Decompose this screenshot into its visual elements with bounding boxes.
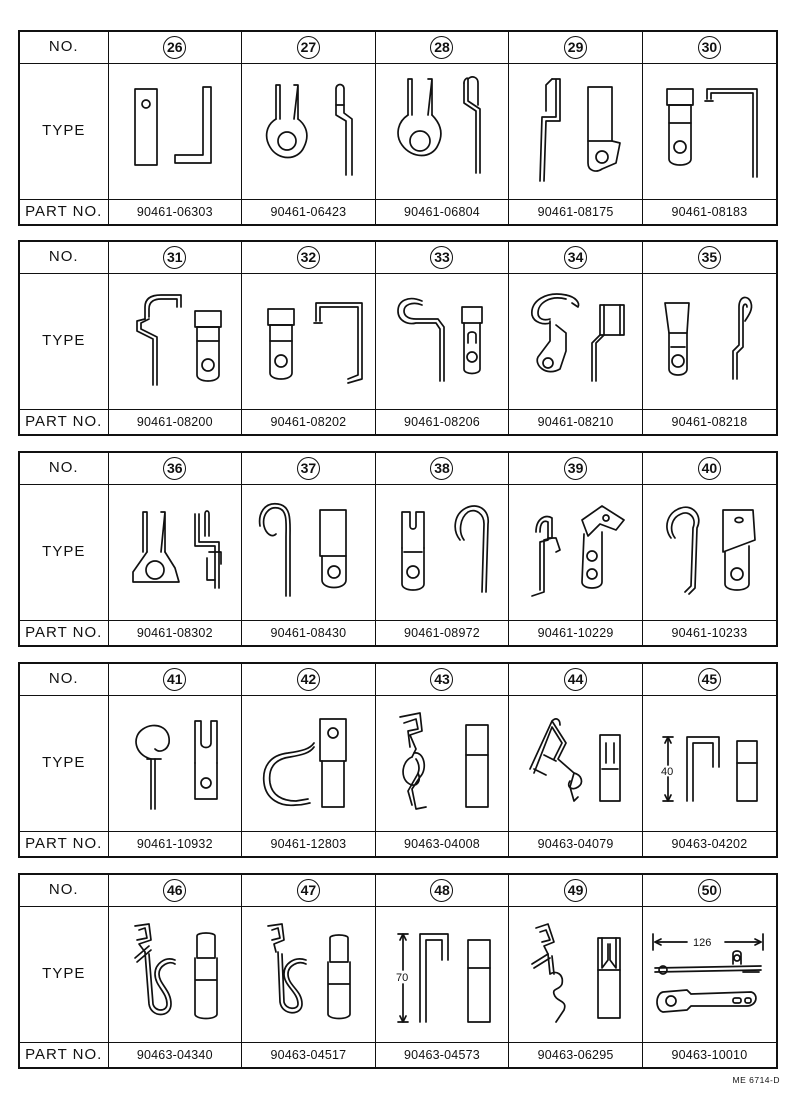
fork-hook-terminal-icon bbox=[382, 492, 502, 612]
item-number: 29 bbox=[564, 36, 587, 59]
part-no-header bbox=[20, 831, 108, 856]
item-number: 42 bbox=[297, 668, 320, 691]
part-number: 90463-04340 bbox=[136, 1047, 213, 1062]
ring-terminal-fork-large-icon bbox=[382, 71, 502, 191]
part-number: 90461-08218 bbox=[671, 414, 748, 429]
round-hook-lug-icon bbox=[649, 281, 769, 401]
item-number-cell bbox=[375, 32, 509, 63]
square-hook-lug-icon bbox=[248, 281, 368, 401]
part-no-header bbox=[20, 199, 108, 224]
s-spring-clip-2-icon bbox=[248, 914, 368, 1034]
loop-clip-lug-icon bbox=[516, 281, 636, 401]
no-header bbox=[20, 875, 108, 906]
part-number: 90461-08206 bbox=[404, 414, 480, 429]
part-number-cell bbox=[375, 620, 509, 645]
part-number: 90461-08202 bbox=[270, 414, 347, 429]
wire-spring-clip-icon bbox=[516, 703, 636, 823]
type-drawing-cell bbox=[375, 63, 509, 199]
part-number: 90463-04517 bbox=[270, 1047, 347, 1062]
part-number: 90463-04573 bbox=[404, 1047, 480, 1062]
type-drawing-cell bbox=[108, 273, 242, 409]
item-number-cell bbox=[242, 875, 376, 906]
type-header bbox=[20, 484, 108, 620]
part-number: 90463-04202 bbox=[671, 836, 748, 851]
no-header bbox=[20, 453, 108, 484]
staple-clip-70-icon bbox=[382, 914, 502, 1034]
part-number-cell bbox=[108, 199, 242, 224]
item-number-cell bbox=[108, 875, 242, 906]
part-number: 90461-12803 bbox=[270, 836, 347, 851]
part-number: 90461-08430 bbox=[270, 625, 347, 640]
document-code: ME 6714-D bbox=[732, 1075, 780, 1085]
dimension-text: 126 bbox=[693, 937, 712, 949]
part-no-header bbox=[20, 620, 108, 645]
part-number: 90463-04079 bbox=[537, 836, 614, 851]
item-number-cell bbox=[242, 242, 376, 273]
type-drawing-cell bbox=[108, 63, 242, 199]
part-number: 90461-08175 bbox=[537, 204, 614, 219]
item-number-cell bbox=[642, 32, 776, 63]
part-no-label: PART NO. bbox=[25, 623, 103, 641]
c-clip-terminal-icon bbox=[248, 703, 368, 823]
type-label: TYPE bbox=[42, 122, 86, 139]
item-number: 46 bbox=[163, 879, 186, 902]
no-label: NO. bbox=[48, 881, 79, 899]
item-number: 48 bbox=[430, 879, 453, 902]
item-number-cell bbox=[509, 664, 643, 695]
part-number: 90461-08183 bbox=[671, 204, 748, 219]
type-drawing-cell bbox=[509, 273, 643, 409]
hook-lug-terminal-icon bbox=[649, 71, 769, 191]
type-drawing-cell bbox=[108, 695, 242, 831]
part-number-cell bbox=[108, 831, 242, 856]
item-number: 36 bbox=[163, 457, 186, 480]
curl-hook-lug-icon bbox=[382, 281, 502, 401]
part-number-cell bbox=[642, 620, 776, 645]
part-number: 90461-08210 bbox=[537, 414, 614, 429]
no-label: NO. bbox=[48, 670, 79, 688]
item-number-cell bbox=[242, 453, 376, 484]
type-label: TYPE bbox=[42, 754, 86, 771]
hook-tab-terminal-icon bbox=[649, 492, 769, 612]
item-number: 39 bbox=[564, 457, 587, 480]
part-number-cell bbox=[642, 831, 776, 856]
item-number: 32 bbox=[297, 246, 320, 269]
type-drawing-cell bbox=[375, 484, 509, 620]
part-number: 90461-08302 bbox=[136, 625, 213, 640]
part-number-cell bbox=[108, 409, 242, 434]
item-number: 45 bbox=[698, 668, 721, 691]
part-number-cell bbox=[108, 1042, 242, 1067]
part-number: 90463-04008 bbox=[404, 836, 480, 851]
type-header bbox=[20, 906, 108, 1042]
item-number-cell bbox=[242, 664, 376, 695]
type-drawing-cell bbox=[242, 695, 376, 831]
type-label: TYPE bbox=[42, 332, 86, 349]
part-number-cell bbox=[375, 199, 509, 224]
part-number-cell bbox=[108, 620, 242, 645]
part-no-label: PART NO. bbox=[25, 412, 103, 430]
type-drawing-cell bbox=[108, 906, 242, 1042]
type-drawing-cell bbox=[242, 906, 376, 1042]
item-number-cell bbox=[642, 664, 776, 695]
item-number-cell bbox=[642, 242, 776, 273]
no-header bbox=[20, 242, 108, 273]
item-number-cell bbox=[108, 242, 242, 273]
part-number-cell bbox=[242, 1042, 376, 1067]
item-number: 40 bbox=[698, 457, 721, 480]
item-number: 43 bbox=[430, 668, 453, 691]
part-number: 90463-06295 bbox=[537, 1047, 614, 1062]
item-number-cell bbox=[509, 453, 643, 484]
strap-terminal-126-icon bbox=[647, 914, 771, 1034]
type-drawing-cell bbox=[108, 484, 242, 620]
item-number-cell bbox=[375, 664, 509, 695]
part-number: 90461-06804 bbox=[404, 204, 480, 219]
item-number-cell bbox=[108, 664, 242, 695]
part-number-cell bbox=[375, 409, 509, 434]
parts-table bbox=[20, 242, 776, 434]
item-number-cell bbox=[509, 32, 643, 63]
item-number: 31 bbox=[163, 246, 186, 269]
type-drawing-cell bbox=[642, 273, 776, 409]
part-number-cell bbox=[242, 831, 376, 856]
item-number-cell bbox=[375, 875, 509, 906]
part-number-cell bbox=[642, 409, 776, 434]
parts-panel-2 bbox=[18, 240, 778, 436]
item-number: 35 bbox=[698, 246, 721, 269]
no-label: NO. bbox=[48, 459, 79, 477]
type-header bbox=[20, 695, 108, 831]
parts-panel-5 bbox=[18, 873, 778, 1069]
staple-clip-40-icon bbox=[649, 703, 769, 823]
item-number-cell bbox=[108, 32, 242, 63]
parts-panel-3 bbox=[18, 451, 778, 647]
part-number: 90461-10233 bbox=[671, 625, 748, 640]
type-drawing-cell bbox=[642, 695, 776, 831]
item-number: 41 bbox=[163, 668, 186, 691]
angled-lug-terminal-icon bbox=[516, 71, 636, 191]
part-number-cell bbox=[242, 620, 376, 645]
bent-hook-lug-icon bbox=[115, 281, 235, 401]
item-number: 26 bbox=[163, 36, 186, 59]
no-header bbox=[20, 664, 108, 695]
fork-base-terminal-icon bbox=[115, 492, 235, 612]
spring-clip-icon bbox=[382, 703, 502, 823]
item-number-cell bbox=[375, 242, 509, 273]
part-number-cell bbox=[642, 199, 776, 224]
part-number-cell bbox=[242, 199, 376, 224]
item-number: 50 bbox=[698, 879, 721, 902]
part-number-cell bbox=[509, 1042, 643, 1067]
part-number: 90461-10229 bbox=[537, 625, 614, 640]
item-number: 30 bbox=[698, 36, 721, 59]
item-number-cell bbox=[375, 453, 509, 484]
ring-terminal-fork-icon bbox=[248, 71, 368, 191]
type-drawing-cell bbox=[642, 63, 776, 199]
part-no-header bbox=[20, 409, 108, 434]
parts-table bbox=[20, 875, 776, 1067]
type-drawing-cell bbox=[642, 906, 776, 1042]
part-number: 90461-10932 bbox=[136, 836, 213, 851]
dimension-text: 40 bbox=[661, 766, 674, 778]
type-header bbox=[20, 273, 108, 409]
p-clip-terminal-icon bbox=[115, 703, 235, 823]
type-drawing-cell bbox=[509, 484, 643, 620]
type-drawing-cell bbox=[509, 695, 643, 831]
j-hook-eye-terminal-icon bbox=[248, 492, 368, 612]
item-number: 47 bbox=[297, 879, 320, 902]
parts-panel-1 bbox=[18, 30, 778, 226]
parts-table bbox=[20, 453, 776, 645]
item-number-cell bbox=[509, 242, 643, 273]
type-label: TYPE bbox=[42, 543, 86, 560]
type-drawing-cell bbox=[375, 695, 509, 831]
parts-table bbox=[20, 32, 776, 224]
s-spring-clip-icon bbox=[115, 914, 235, 1034]
type-drawing-cell bbox=[242, 273, 376, 409]
type-drawing-cell bbox=[242, 484, 376, 620]
item-number: 37 bbox=[297, 457, 320, 480]
part-number: 90463-10010 bbox=[671, 1047, 748, 1062]
item-number-cell bbox=[642, 875, 776, 906]
type-drawing-cell bbox=[242, 63, 376, 199]
flat-terminal-strip-icon bbox=[115, 71, 235, 191]
part-no-label: PART NO. bbox=[25, 834, 103, 852]
item-number: 44 bbox=[564, 668, 587, 691]
part-number-cell bbox=[642, 1042, 776, 1067]
type-drawing-cell bbox=[375, 906, 509, 1042]
type-drawing-cell bbox=[375, 273, 509, 409]
item-number: 33 bbox=[430, 246, 453, 269]
part-no-label: PART NO. bbox=[25, 202, 103, 220]
part-number-cell bbox=[375, 1042, 509, 1067]
part-number-cell bbox=[509, 199, 643, 224]
type-drawing-cell bbox=[509, 906, 643, 1042]
part-number-cell bbox=[509, 831, 643, 856]
part-number: 90461-08200 bbox=[136, 414, 213, 429]
part-number-cell bbox=[509, 409, 643, 434]
item-number: 38 bbox=[430, 457, 453, 480]
dimension-text: 70 bbox=[395, 972, 409, 984]
part-number: 90461-06423 bbox=[270, 204, 347, 219]
item-number-cell bbox=[242, 32, 376, 63]
item-number-cell bbox=[642, 453, 776, 484]
item-number-cell bbox=[108, 453, 242, 484]
part-number-cell bbox=[375, 831, 509, 856]
part-number: 90461-08972 bbox=[404, 625, 480, 640]
item-number-cell bbox=[509, 875, 643, 906]
part-number-cell bbox=[242, 409, 376, 434]
parts-panel-4 bbox=[18, 662, 778, 858]
angled-bracket-terminal-icon bbox=[516, 492, 636, 612]
no-label: NO. bbox=[48, 38, 79, 56]
type-header bbox=[20, 63, 108, 199]
item-number: 28 bbox=[430, 36, 453, 59]
wave-spring-clip-icon bbox=[516, 914, 636, 1034]
item-number: 27 bbox=[297, 36, 320, 59]
no-label: NO. bbox=[48, 248, 79, 266]
part-no-label: PART NO. bbox=[25, 1045, 103, 1063]
type-drawing-cell bbox=[642, 484, 776, 620]
part-number: 90461-06303 bbox=[136, 204, 213, 219]
parts-table bbox=[20, 664, 776, 856]
type-drawing-cell bbox=[509, 63, 643, 199]
item-number: 34 bbox=[564, 246, 587, 269]
item-number: 49 bbox=[564, 879, 587, 902]
part-no-header bbox=[20, 1042, 108, 1067]
part-number-cell bbox=[509, 620, 643, 645]
type-label: TYPE bbox=[42, 965, 86, 982]
no-header bbox=[20, 32, 108, 63]
